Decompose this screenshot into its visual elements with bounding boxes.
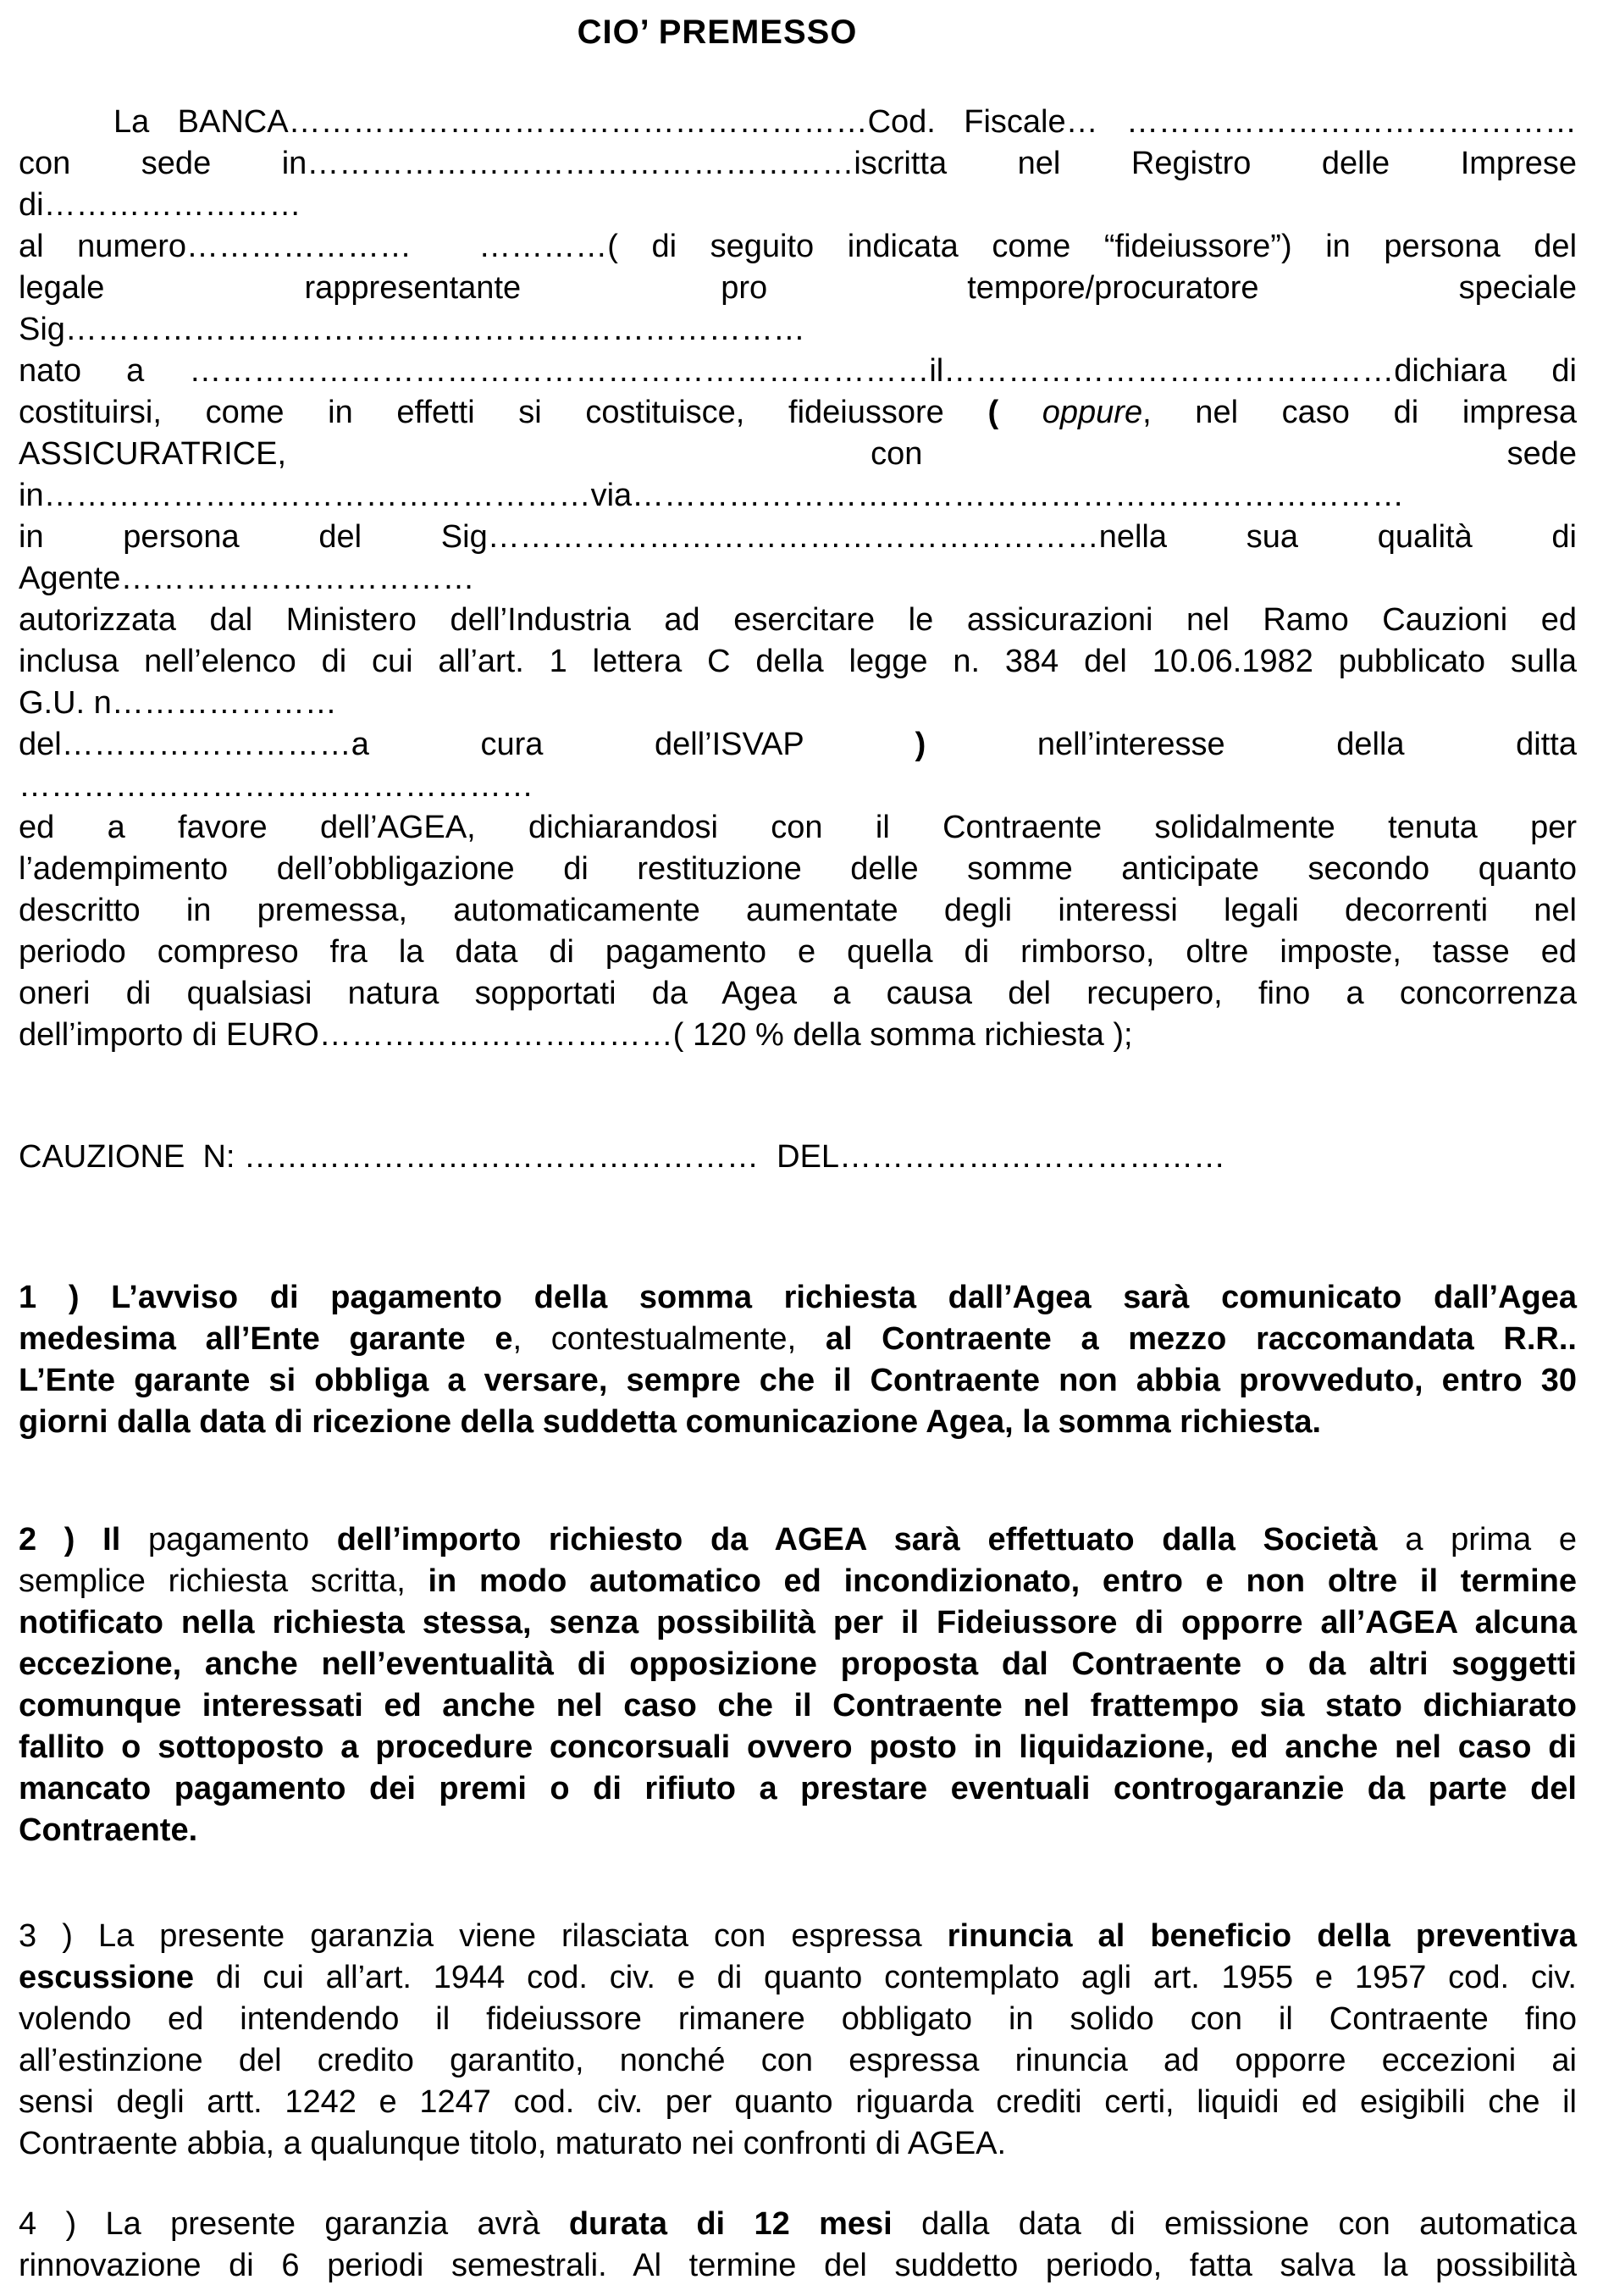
text-line <box>19 1810 1577 1851</box>
text-segment: oneri di qualsiasi natura sopportati da Agea a causa del recupero, fino a concorrenza <box>19 976 1577 1011</box>
text-segment: Contraente abbia, a qualunque titolo, maturato nei confronti di AGEA. <box>19 2126 1007 2161</box>
text-segment: durata di 12 mesi <box>568 2206 922 2242</box>
text-segment: dichiara di <box>1394 353 1577 389</box>
text-line <box>19 932 1577 973</box>
text-segment: eccezione, anche nell’eventualità di opposizione proposta dal Contraente o da altri soggetti <box>19 1646 1577 1682</box>
dotted-blank: …………………………… <box>318 1017 673 1053</box>
text-segment: volendo ed intendendo il fideiussore rimanere obbligato in solido con il Contraente fino <box>19 2001 1577 2037</box>
text-segment: inclusa nell’elenco di cui all’art. 1 lettera C della legge n. 384 del 10.06.1982 pubblicato sulla <box>19 644 1577 679</box>
text-segment: ( 120 % della somma richiesta ); <box>672 1017 1133 1053</box>
text-segment: La BANCA <box>113 104 289 140</box>
text-line <box>19 724 1577 766</box>
dotted-blank: ……………………… <box>61 727 351 762</box>
text-segment: , nel caso di impresa <box>1142 395 1577 430</box>
text-segment: di <box>19 187 44 223</box>
dotted-blank: ………… <box>478 229 608 264</box>
text-segment: dell’importo di EURO <box>19 1017 319 1053</box>
text-segment: in modo automatico ed incondizionato, entro e non oltre il termine <box>428 1563 1577 1599</box>
text-segment: ASSICURATRICE, con sede <box>19 436 1577 472</box>
text-segment: nella sua qualità di <box>1098 519 1577 555</box>
text-segment: dalla data di emissione con automatica <box>921 2206 1577 2242</box>
dotted-blank: ……………………………………………… <box>288 104 868 140</box>
text-line <box>19 807 1577 849</box>
text-segment: giorni dalla data di ricezione della suddetta comunicazione Agea, la somma richiesta. <box>19 1404 1322 1440</box>
text-segment: Cod. Fiscale… <box>867 104 1127 140</box>
dotted-blank: …………………………………………… <box>307 146 854 181</box>
text-segment: in persona del Sig <box>19 519 488 555</box>
premessa-paragraph <box>19 102 1577 1056</box>
text-line <box>19 641 1577 683</box>
text-line <box>19 1360 1577 1402</box>
text-segment: periodo compreso fra la data di pagamento e quella di rimborso, oltre imposte, tasse ed <box>19 934 1577 970</box>
dotted-blank: ……………………………………………………………… <box>632 478 1405 513</box>
dotted-blank: ………………………………………… <box>19 768 533 804</box>
text-segment: 4 ) La presente garanzia avrà <box>19 2206 569 2242</box>
text-segment: escussione <box>19 1960 216 1995</box>
text-segment: descritto in premessa, automaticamente aumentate degli interessi legali decorrenti nel <box>19 893 1577 928</box>
text-line <box>19 309 1577 351</box>
dotted-blank: ………………………………………… <box>244 1139 760 1175</box>
text-line <box>19 226 1577 268</box>
document-title: CIO’ PREMESSO <box>577 14 858 51</box>
text-segment: dell’importo richiesto da AGEA sarà effettuato dalla Società <box>336 1522 1406 1557</box>
text-segment: Agente <box>19 561 121 596</box>
text-segment: mancato pagamento dei premi o di rifiuto a prestare eventuali controgaranzie da parte del <box>19 1771 1577 1806</box>
text-line <box>19 849 1577 890</box>
document-body <box>19 102 1577 2287</box>
text-segment: all’estinzione del credito garantito, nonché con espressa rinuncia ad opporre eccezioni ai <box>19 2043 1577 2078</box>
text-segment: costituirsi, come in effetti si costituisce, fideiussore <box>19 395 988 430</box>
dotted-blank: …………………………………… <box>943 353 1395 389</box>
text-line <box>19 102 1577 143</box>
clause-2-paragraph <box>19 1519 1577 1851</box>
text-line <box>19 2040 1577 2082</box>
text-segment: L’Ente garante si obbliga a versare, sempre che il Contraente non abbia provveduto, entro 30 <box>19 1363 1577 1398</box>
text-segment: Sig <box>19 312 65 347</box>
text-line <box>19 1727 1577 1768</box>
clause-1-paragraph <box>19 1277 1577 1443</box>
text-segment: autorizzata dal Ministero dell’Industria ad esercitare le assicurazioni nel Ramo Cauzioni ed <box>19 602 1577 638</box>
text-segment: ( di seguito indicata come “fideiussore”) in persona del <box>607 229 1578 264</box>
text-segment: 2 ) Il <box>19 1522 148 1557</box>
dotted-blank: ………………………………………………… <box>487 519 1099 555</box>
cauzione-line <box>19 1137 1577 1178</box>
text-segment: al Contraente a mezzo raccomandata R.R.. <box>825 1321 1577 1357</box>
text-segment: nato a <box>19 353 190 389</box>
clause-4-paragraph <box>19 2204 1577 2287</box>
text-line <box>19 2082 1577 2123</box>
dotted-blank: ………………… <box>186 229 412 264</box>
text-segment: con sede in <box>19 146 307 181</box>
text-line <box>19 1768 1577 1810</box>
text-segment: CAUZIONE N: <box>19 1139 245 1175</box>
text-segment: al numero <box>19 229 187 264</box>
text-line <box>19 185 1577 226</box>
text-line <box>19 392 1577 434</box>
text-line <box>19 890 1577 932</box>
text-segment: il <box>929 353 944 389</box>
text-line <box>19 2245 1577 2287</box>
dotted-blank: …………………………………… <box>1126 104 1578 140</box>
dotted-blank: …………………………………………………………… <box>64 312 805 347</box>
text-line <box>19 1999 1577 2040</box>
text-line <box>19 2123 1577 2165</box>
dotted-blank: …………………………………………………………… <box>189 353 930 389</box>
text-segment: DEL <box>759 1139 840 1175</box>
text-segment: a cura dell’ISVAP <box>351 727 915 762</box>
text-line <box>19 1916 1577 1957</box>
text-segment: ( <box>987 395 1042 430</box>
text-segment: medesima all’Ente garante e <box>19 1321 513 1357</box>
text-segment: rinuncia al beneficio della preventiva <box>947 1918 1577 1954</box>
text-segment: 1 ) L’avviso di pagamento della somma richiesta dall’Agea sarà comunicato dall’Agea <box>19 1280 1577 1315</box>
text-line <box>19 558 1577 600</box>
text-line <box>19 1685 1577 1727</box>
text-line <box>19 1957 1577 1999</box>
text-line <box>19 434 1577 475</box>
text-segment: pagamento <box>147 1522 337 1557</box>
dotted-blank: …………………………………………… <box>43 478 591 513</box>
text-line <box>19 683 1577 724</box>
text-line <box>19 1277 1577 1319</box>
text-line <box>19 1015 1577 1056</box>
text-segment: comunque interessati ed anche nel caso che il Contraente nel frattempo sia stato dichiarato <box>19 1688 1577 1723</box>
text-segment: notificato nella richiesta stessa, senza possibilità per il Fideiussore di opporre all’AGEA alcuna <box>19 1605 1577 1640</box>
text-segment: ) <box>915 727 1037 762</box>
text-segment: rinnovazione di 6 periodi semestrali. Al termine del suddetto periodo, fatta salva la possibilità <box>19 2248 1577 2283</box>
text-line <box>19 143 1577 185</box>
text-segment: via <box>590 478 633 513</box>
text-segment: del <box>19 727 62 762</box>
text-segment: 3 ) La presente garanzia viene rilasciata con espressa <box>19 1918 948 1954</box>
text-segment: a prima e <box>1405 1522 1577 1557</box>
text-line <box>19 1644 1577 1685</box>
text-segment: nell’interesse della ditta <box>1036 727 1577 762</box>
text-line <box>19 1602 1577 1644</box>
clause-3-paragraph <box>19 1916 1577 2165</box>
text-segment: in <box>19 478 44 513</box>
text-segment: ed a favore dell’AGEA, dichiarandosi con il Contraente solidalmente tenuta per <box>19 810 1577 845</box>
text-segment: oppure <box>1042 395 1143 430</box>
text-segment: legale rappresentante pro tempore/procuratore speciale <box>19 270 1577 306</box>
text-segment: iscritta nel Registro delle Imprese <box>854 146 1577 181</box>
text-line <box>19 475 1577 517</box>
text-segment: , contestualmente, <box>512 1321 826 1357</box>
text-segment: di cui all’art. 1944 cod. civ. e di quanto contemplato agli art. 1955 e 1957 cod. civ. <box>215 1960 1577 1995</box>
text-line <box>19 1137 1577 1178</box>
dotted-blank: ………………… <box>111 685 337 721</box>
text-line <box>19 517 1577 558</box>
dotted-blank: …………………………… <box>120 561 475 596</box>
text-segment: fallito o sottoposto a procedure concorsuali ovvero posto in liquidazione, ed anche nel caso di <box>19 1729 1577 1765</box>
text-line <box>19 1561 1577 1602</box>
text-line <box>19 600 1577 641</box>
text-segment: l’adempimento dell’obbligazione di restituzione delle somme anticipate secondo quanto <box>19 851 1577 887</box>
text-segment: sensi degli artt. 1242 e 1247 cod. civ. per quanto riguarda crediti certi, liquidi ed esigibili che il <box>19 2084 1577 2120</box>
text-line <box>19 351 1577 392</box>
text-line <box>19 1319 1577 1360</box>
text-segment: Contraente. <box>19 1812 198 1848</box>
text-segment <box>412 229 478 264</box>
text-line <box>19 1519 1577 1561</box>
text-line <box>19 1402 1577 1443</box>
text-line <box>19 2204 1577 2245</box>
text-segment: semplice richiesta scritta, <box>19 1563 428 1599</box>
text-segment: G.U. n <box>19 685 112 721</box>
dotted-blank: ……………………………… <box>839 1139 1226 1175</box>
text-line <box>19 973 1577 1015</box>
text-line <box>19 268 1577 309</box>
text-line <box>19 766 1577 807</box>
dotted-blank: …………………… <box>43 187 301 223</box>
